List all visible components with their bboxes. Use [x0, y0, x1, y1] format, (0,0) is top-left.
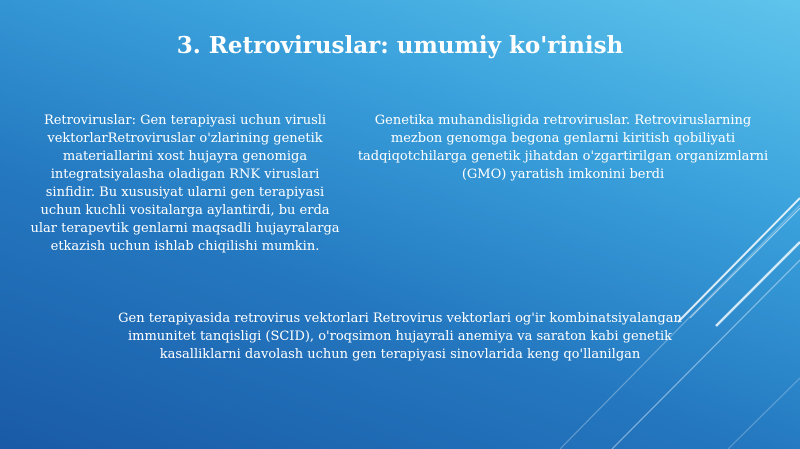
right-text-block: Genetika muhandisligida retroviruslar. Retroviruslarning mezbon genomga begona genlarni kiritish qobiliyati tadqiqotchilarga genetik jihatdan o'zgartirilgan organizmlarni (GMO) yaratish imkonini berdi	[357, 113, 769, 182]
left-text-block: Retroviruslar: Gen terapiyasi uchun virusli vektorlarRetroviruslar o'zlarining genetik materiallarini xost hujayra genomiga integratsiyalasha oladigan RNK viruslari sinfidir. Bu xususiyat ularni gen terapiyasi uchun kuchli vositalarga aylantirdi, bu erda ular terapevtik genlarni maqsadli hujayralarga etkazish uchun ishlab chiqilishi mumkin.	[30, 113, 340, 254]
slide-title: 3. Retroviruslar: umumiy ko'rinish	[176, 32, 624, 59]
bottom-text-block: Gen terapiyasida retrovirus vektorlari Retrovirus vektorlari og'ir kombinatsiyalangan immunitet tanqisligi (SCID), o'roqsimon hujayrali anemiya va saraton kabi genetik kasalliklarni davolash uchun gen terapiyasi sinovlarida keng qo'llanilgan	[118, 311, 682, 362]
